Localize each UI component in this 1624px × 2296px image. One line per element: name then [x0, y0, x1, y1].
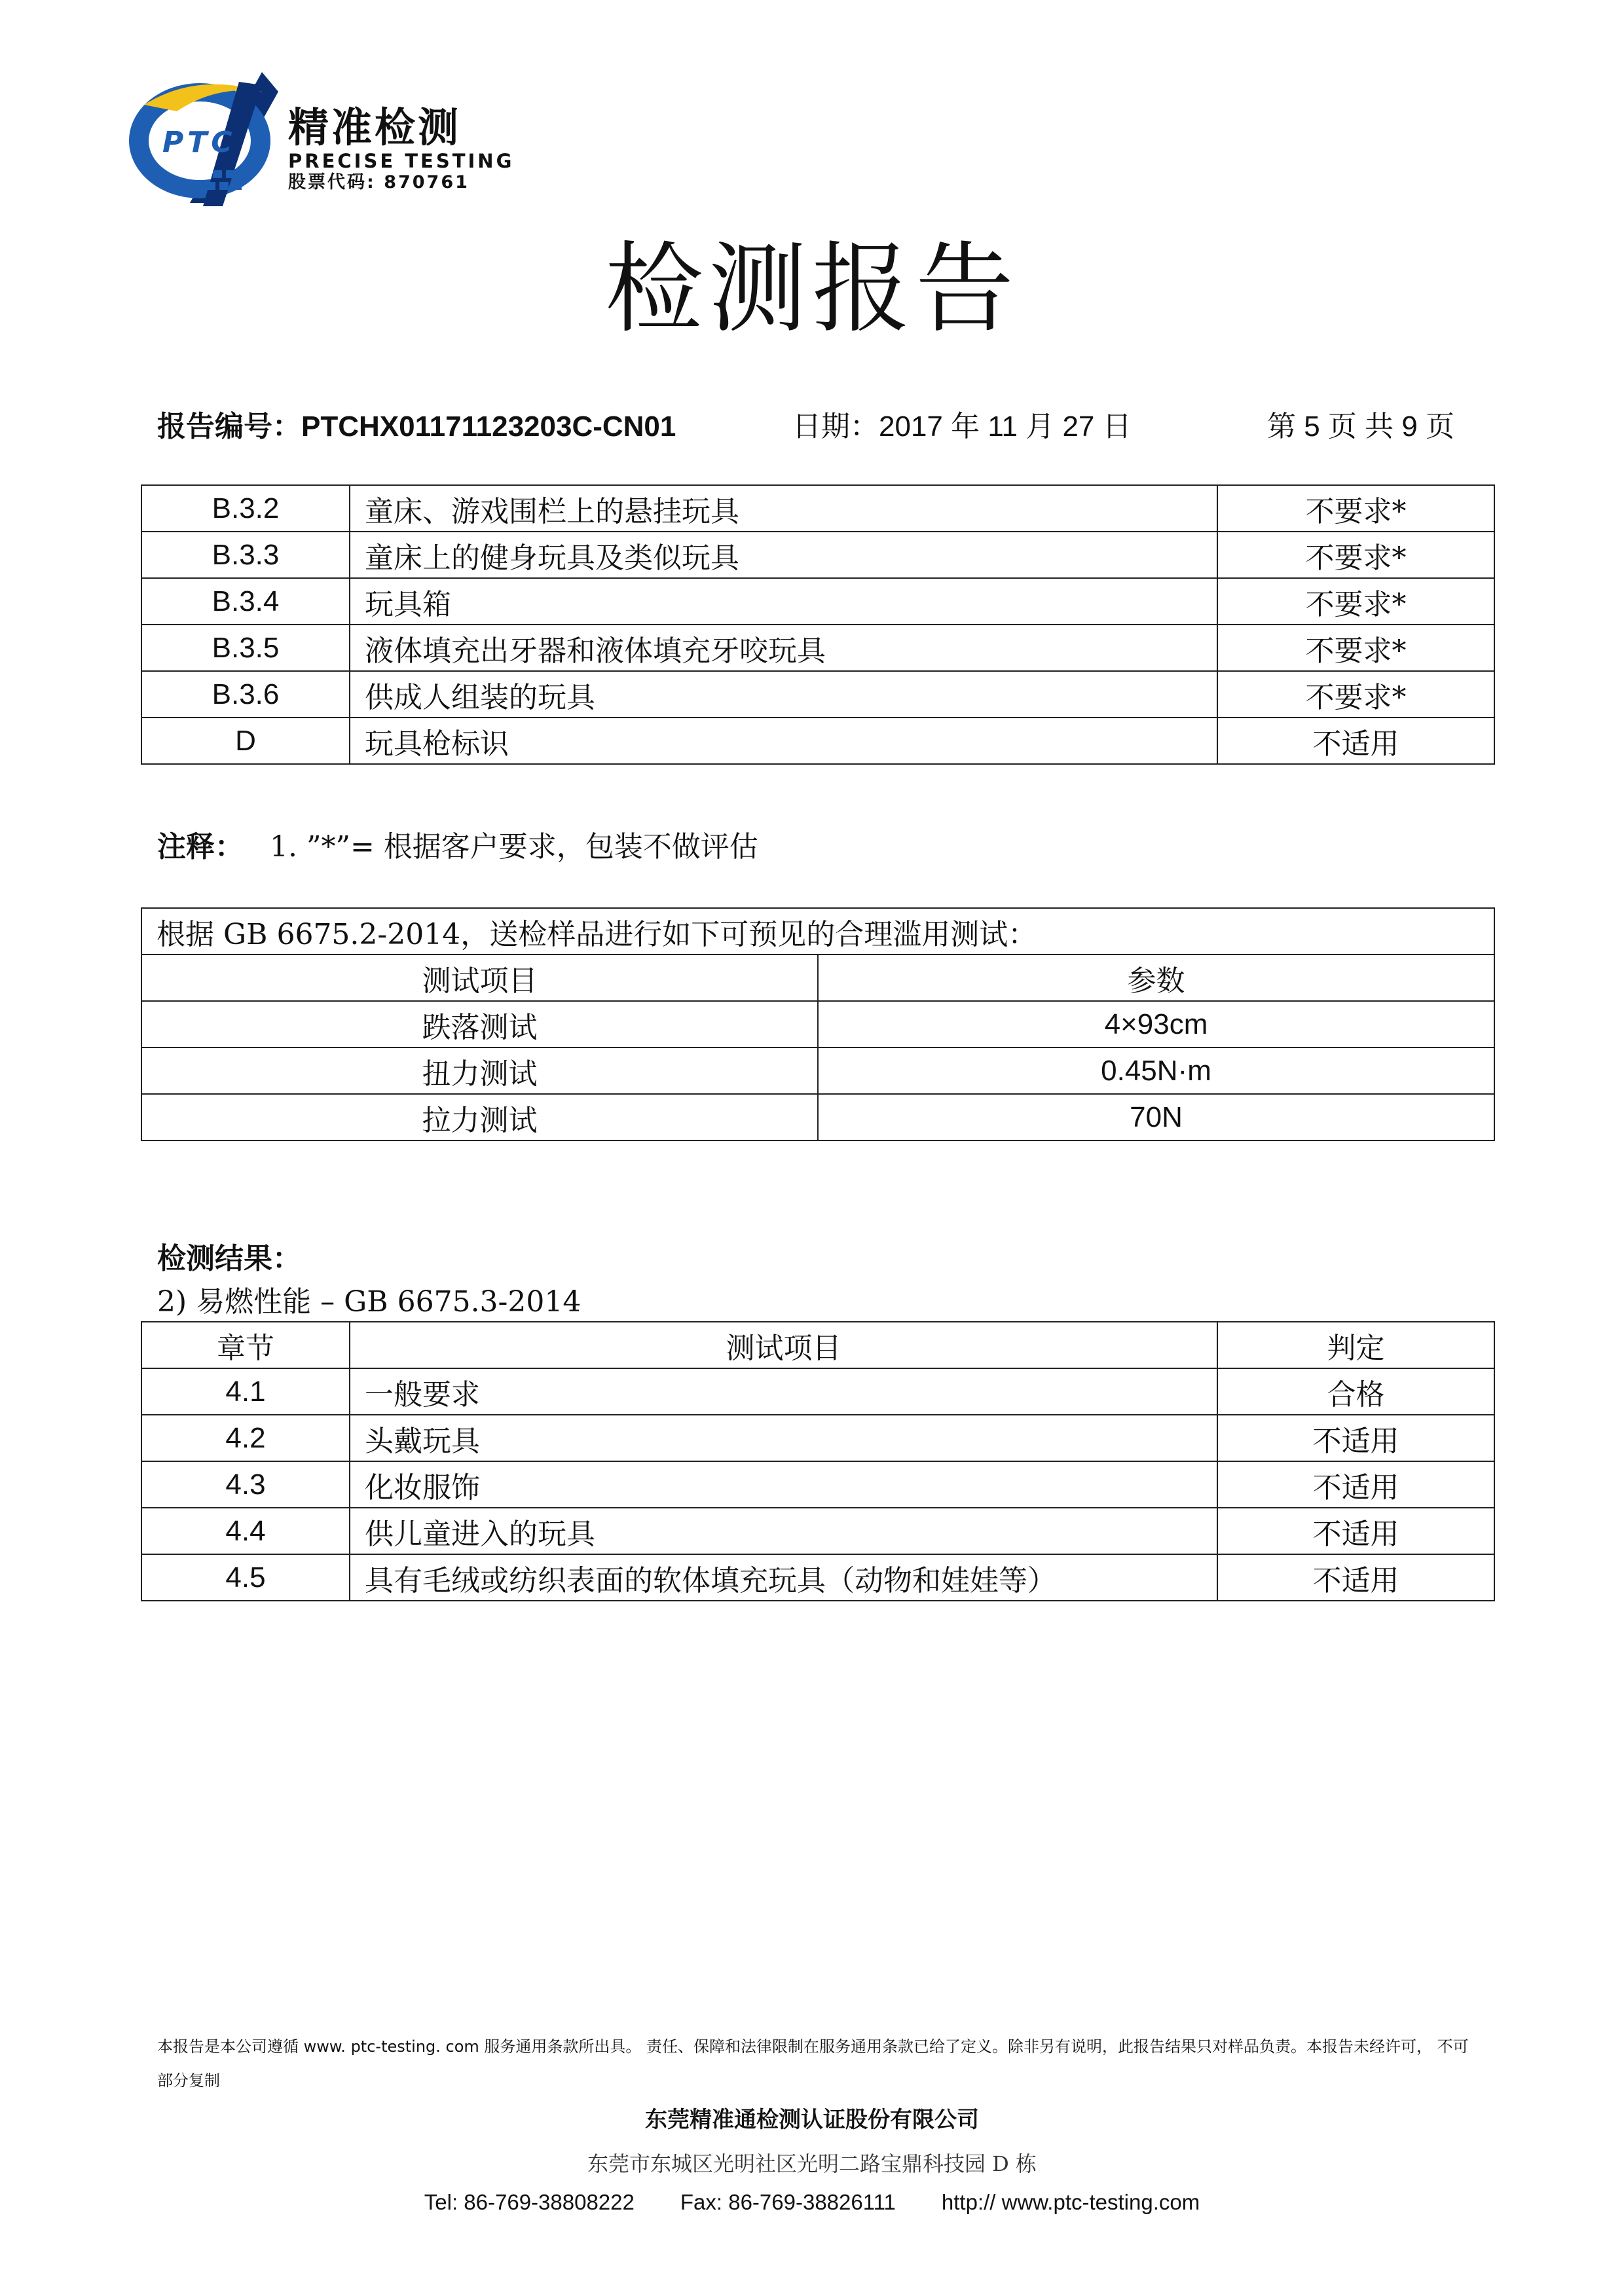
clause-cell: B.3.2 — [141, 485, 350, 532]
requirements-table — [141, 484, 1495, 765]
table-row — [141, 1368, 1494, 1415]
flammability-table-body — [141, 1368, 1494, 1601]
item-cell: 童床、游戏围栏上的悬挂玩具 — [350, 485, 1217, 532]
page-number: 第 5 页 共 9 页 — [1267, 410, 1455, 443]
table-row — [141, 1508, 1494, 1554]
item-cell: 童床上的健身玩具及类似玩具 — [350, 532, 1217, 578]
item-cell: 供成人组装的玩具 — [350, 671, 1217, 718]
table-row — [141, 1415, 1494, 1461]
report-number — [157, 403, 676, 445]
footer-address: 东莞市东城区光明社区光明二路宝鼎科技园 D 栋 — [587, 2151, 1037, 2176]
parameter-cell: 0.45N·m — [818, 1048, 1494, 1094]
table-row — [141, 671, 1494, 718]
result-cell: 不要求* — [1217, 532, 1494, 578]
results-heading: 检测结果： — [157, 1242, 301, 1275]
table-row — [141, 1094, 1494, 1140]
footer-disclaimer: 本报告是本公司遵循 www. ptc-testing. com 服务通用条款所出具。 责任、保障和法律限制在服务通用条款已给了定义。除非另有说明，此报告结果只对样品负责。本报告未经许可， 不可部分复制 — [157, 2037, 1469, 2090]
clause-cell: 4.3 — [141, 1461, 350, 1508]
table-row — [141, 1048, 1494, 1094]
clause-cell: 4.4 — [141, 1508, 350, 1554]
item-cell: 具有毛绒或纺织表面的软体填充玩具（动物和娃娃等） — [350, 1554, 1217, 1601]
result-cell: 不适用 — [1217, 1415, 1494, 1461]
item-cell: 一般要求 — [350, 1368, 1217, 1415]
logo-text — [288, 105, 514, 194]
result-cell: 不适用 — [1217, 718, 1494, 764]
result-cell: 不要求* — [1217, 485, 1494, 532]
footer-web[interactable]: http:// www.ptc-testing.com — [941, 2190, 1200, 2214]
clause-cell: 4.1 — [141, 1368, 350, 1415]
table-row — [141, 1554, 1494, 1601]
table-row — [141, 1001, 1494, 1048]
clause-cell: B.3.4 — [141, 578, 350, 625]
results-subheading: 2) 易燃性能 – GB 6675.3-2014 — [157, 1285, 581, 1319]
result-cell: 不要求* — [1217, 671, 1494, 718]
table-header: 测试项目 — [141, 955, 818, 1001]
item-cell: 化妆服饰 — [350, 1461, 1217, 1508]
table-row — [141, 625, 1494, 671]
abuse-test-table — [141, 907, 1495, 1141]
item-cell: 供儿童进入的玩具 — [350, 1508, 1217, 1554]
result-cell: 不适用 — [1217, 1554, 1494, 1601]
result-cell: 不适用 — [1217, 1461, 1494, 1508]
clause-cell: D — [141, 718, 350, 764]
page-title: 检测报告 — [604, 232, 1019, 346]
result-cell: 不要求* — [1217, 578, 1494, 625]
stock-code: 股票代码: 870761 — [288, 172, 470, 192]
table-row — [141, 578, 1494, 625]
item-cell: 液体填充出牙器和液体填充牙咬玩具 — [350, 625, 1217, 671]
report-number-label: 报告编号： — [157, 410, 301, 443]
result-cell: 不适用 — [1217, 1508, 1494, 1554]
test-item-cell: 扭力测试 — [141, 1048, 818, 1094]
clause-cell: B.3.3 — [141, 532, 350, 578]
table-row — [141, 532, 1494, 578]
footer-fax: Fax: 86-769-38826111 — [680, 2190, 896, 2214]
test-item-cell: 拉力测试 — [141, 1094, 818, 1140]
table-row — [141, 718, 1494, 764]
requirements-table-body — [141, 485, 1494, 764]
svg-text:PTC: PTC — [162, 126, 236, 159]
parameter-cell: 4×93cm — [818, 1001, 1494, 1048]
result-cell: 合格 — [1217, 1368, 1494, 1415]
result-cell: 不要求* — [1217, 625, 1494, 671]
clause-cell: 4.5 — [141, 1554, 350, 1601]
item-cell: 玩具枪标识 — [350, 718, 1217, 764]
table-header: 参数 — [818, 955, 1494, 1001]
item-cell: 玩具箱 — [350, 578, 1217, 625]
table-header: 测试项目 — [350, 1322, 1217, 1368]
table-row — [141, 485, 1494, 532]
report-date: 日期：2017 年 11 月 27 日 — [792, 410, 1132, 443]
test-item-cell: 跌落测试 — [141, 1001, 818, 1048]
logo-cn: 精准检测 — [288, 103, 462, 151]
abuse-test-caption: 根据 GB 6675.2-2014，送检样品进行如下可预见的合理滥用测试： — [141, 908, 1494, 955]
footer-tel: Tel: 86-769-38808222 — [424, 2190, 635, 2214]
flammability-table — [141, 1321, 1495, 1601]
note — [157, 823, 758, 865]
table-row — [141, 1461, 1494, 1508]
parameter-cell: 70N — [818, 1094, 1494, 1140]
note-text: 1. ”*”= 根据客户要求，包装不做评估 — [270, 830, 758, 864]
report-number-value: PTCHX01171123203C-CN01 — [301, 410, 676, 443]
note-label: 注释： — [157, 830, 244, 864]
clause-cell: B.3.6 — [141, 671, 350, 718]
abuse-test-body — [141, 1001, 1494, 1140]
item-cell: 头戴玩具 — [350, 1415, 1217, 1461]
table-header: 判定 — [1217, 1322, 1494, 1368]
logo-en: PRECISE TESTING — [288, 150, 515, 172]
footer-company: 东莞精准通检测认证股份有限公司 — [645, 2107, 979, 2133]
footer-contact — [0, 2190, 1624, 2215]
clause-cell: B.3.5 — [141, 625, 350, 671]
table-header: 章节 — [141, 1322, 350, 1368]
clause-cell: 4.2 — [141, 1415, 350, 1461]
